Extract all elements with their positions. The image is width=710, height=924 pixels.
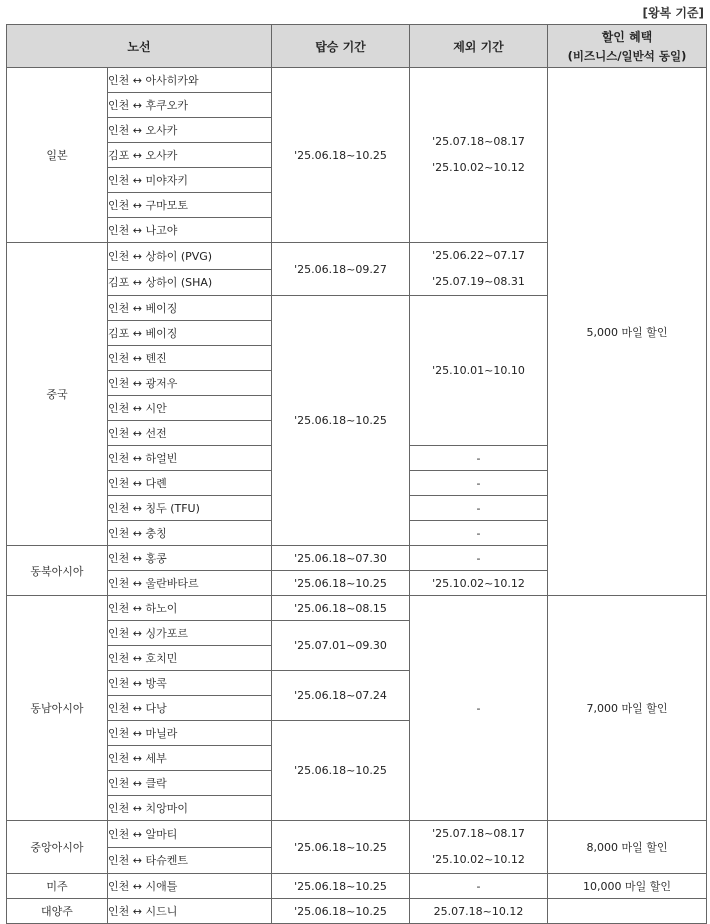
excluded-period-line: '25.07.18~08.17 xyxy=(432,827,525,840)
boarding-bangkok-danang: '25.06.18~07.24 xyxy=(272,671,410,721)
header-route: 노선 xyxy=(7,25,272,68)
route-cell: 인천 ↔ 방콕 xyxy=(108,671,272,696)
region-central-asia: 중앙아시아 xyxy=(7,821,108,874)
route-cell: 인천 ↔ 후쿠오카 xyxy=(108,93,272,118)
discount-empty xyxy=(548,899,707,924)
route-cell: 인천 ↔ 싱가포르 xyxy=(108,621,272,646)
region-china: 중국 xyxy=(7,243,108,546)
route-cell: 인천 ↔ 나고야 xyxy=(108,218,272,243)
route-cell: 인천 ↔ 오사카 xyxy=(108,118,272,143)
route-cell: 인천 ↔ 다롄 xyxy=(108,471,272,496)
route-cell: 인천 ↔ 충칭 xyxy=(108,521,272,546)
excluded-none: - xyxy=(410,521,548,546)
round-trip-note: [왕복 기준] xyxy=(642,6,704,20)
route-cell: 인천 ↔ 울란바타르 xyxy=(108,571,272,596)
route-cell: 인천 ↔ 톈진 xyxy=(108,346,272,371)
table-row xyxy=(7,874,707,899)
route-cell: 인천 ↔ 홍콩 xyxy=(108,546,272,571)
boarding-sydney: '25.06.18~10.25 xyxy=(272,899,410,924)
route-cell: 김포 ↔ 상하이 (SHA) xyxy=(108,269,272,296)
header-discount-title: 할인 혜택 xyxy=(601,30,653,44)
header-row xyxy=(7,25,707,68)
route-cell: 인천 ↔ 하얼빈 xyxy=(108,446,272,471)
boarding-hanoi: '25.06.18~08.15 xyxy=(272,596,410,621)
excluded-japan xyxy=(410,68,548,243)
header-discount-subtitle: (비즈니스/일반석 동일) xyxy=(567,49,687,63)
route-cell: 인천 ↔ 시드니 xyxy=(108,899,272,924)
region-japan: 일본 xyxy=(7,68,108,243)
excluded-sydney: 25.07.18~10.12 xyxy=(410,899,548,924)
excluded-central-asia xyxy=(410,821,548,874)
region-americas: 미주 xyxy=(7,874,108,899)
route-cell: 인천 ↔ 알마티 xyxy=(108,821,272,848)
discount-5000: 5,000 마일 할인 xyxy=(548,68,707,596)
excluded-period-line: '25.07.18~08.17 xyxy=(432,135,525,148)
route-cell: 인천 ↔ 치앙마이 xyxy=(108,796,272,821)
route-cell: 인천 ↔ 아사히카와 xyxy=(108,68,272,93)
region-northeast-asia: 동북아시아 xyxy=(7,546,108,596)
route-cell: 인천 ↔ 상하이 (PVG) xyxy=(108,243,272,270)
excluded-period-line: '25.07.19~08.31 xyxy=(432,275,525,288)
region-oceania: 대양주 xyxy=(7,899,108,924)
boarding-seattle: '25.06.18~10.25 xyxy=(272,874,410,899)
header-discount xyxy=(548,25,707,68)
route-cell: 김포 ↔ 베이징 xyxy=(108,321,272,346)
route-cell: 인천 ↔ 타슈켄트 xyxy=(108,847,272,874)
route-cell: 인천 ↔ 칭두 (TFU) xyxy=(108,496,272,521)
route-cell: 인천 ↔ 시애틀 xyxy=(108,874,272,899)
boarding-central-asia: '25.06.18~10.25 xyxy=(272,821,410,874)
route-cell: 인천 ↔ 마닐라 xyxy=(108,721,272,746)
discount-10000: 10,000 마일 할인 xyxy=(548,874,707,899)
boarding-singapore-hcmc: '25.07.01~09.30 xyxy=(272,621,410,671)
route-cell: 인천 ↔ 구마모토 xyxy=(108,193,272,218)
route-cell: 인천 ↔ 호치민 xyxy=(108,646,272,671)
boarding-china-rest: '25.06.18~10.25 xyxy=(272,296,410,546)
excluded-period-line: '25.06.22~07.17 xyxy=(432,249,525,262)
header-excluded-period: 제외 기간 xyxy=(410,25,548,68)
route-cell: 인천 ↔ 광저우 xyxy=(108,371,272,396)
excluded-period-line: '25.10.02~10.12 xyxy=(432,161,525,174)
region-southeast-asia: 동남아시아 xyxy=(7,596,108,821)
table-row xyxy=(7,821,707,848)
excluded-none: - xyxy=(410,471,548,496)
table-row xyxy=(7,899,707,924)
discount-7000: 7,000 마일 할인 xyxy=(548,596,707,821)
excluded-none: - xyxy=(410,496,548,521)
header-boarding-period: 탑승 기간 xyxy=(272,25,410,68)
route-cell: 인천 ↔ 클락 xyxy=(108,771,272,796)
boarding-manila-group: '25.06.18~10.25 xyxy=(272,721,410,821)
route-cell: 인천 ↔ 세부 xyxy=(108,746,272,771)
table-row xyxy=(7,68,707,93)
route-cell: 인천 ↔ 베이징 xyxy=(108,296,272,321)
route-cell: 인천 ↔ 하노이 xyxy=(108,596,272,621)
boarding-shanghai: '25.06.18~09.27 xyxy=(272,243,410,296)
route-cell: 인천 ↔ 시안 xyxy=(108,396,272,421)
discount-8000: 8,000 마일 할인 xyxy=(548,821,707,874)
boarding-japan: '25.06.18~10.25 xyxy=(272,68,410,243)
route-cell: 인천 ↔ 미야자키 xyxy=(108,168,272,193)
route-cell: 김포 ↔ 오사카 xyxy=(108,143,272,168)
route-cell: 인천 ↔ 선전 xyxy=(108,421,272,446)
table-row xyxy=(7,596,707,621)
excluded-ulaanbaatar: '25.10.02~10.12 xyxy=(410,571,548,596)
route-cell: 인천 ↔ 다낭 xyxy=(108,696,272,721)
excluded-period-line: '25.10.02~10.12 xyxy=(432,853,525,866)
boarding-hongkong: '25.06.18~07.30 xyxy=(272,546,410,571)
excluded-china-group: '25.10.01~10.10 xyxy=(410,296,548,446)
excluded-shanghai xyxy=(410,243,548,296)
excluded-none: - xyxy=(410,546,548,571)
discount-table xyxy=(6,24,707,924)
boarding-ulaanbaatar: '25.06.18~10.25 xyxy=(272,571,410,596)
excluded-none: - xyxy=(410,874,548,899)
excluded-southeast-asia: - xyxy=(410,596,548,821)
excluded-none: - xyxy=(410,446,548,471)
